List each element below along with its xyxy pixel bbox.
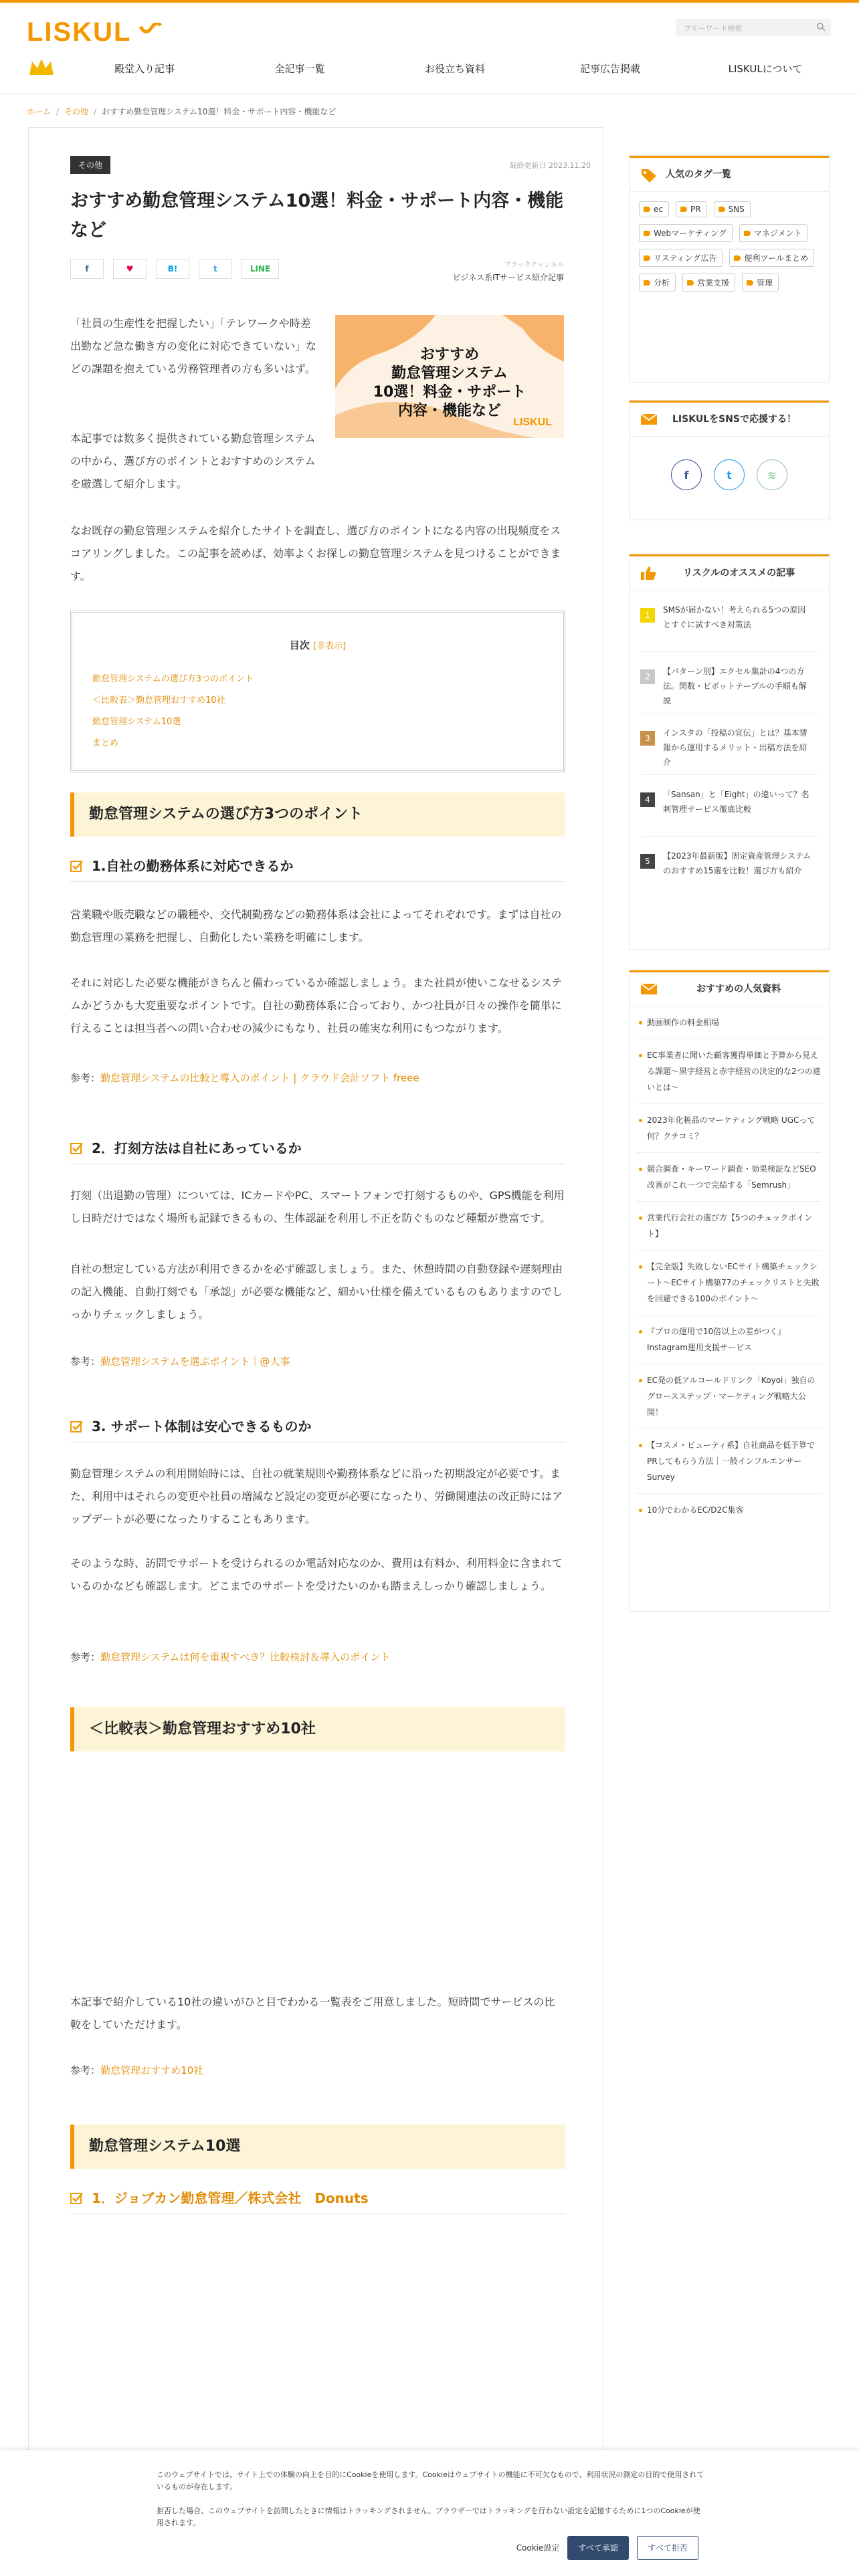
toc-title — [72, 638, 563, 652]
sidebar-recommended-widget — [629, 554, 830, 950]
eyecatch-line-3: 10選！料金・サポート — [373, 384, 527, 401]
check-icon — [70, 2191, 84, 2205]
rank-badge: 5 — [640, 854, 655, 869]
mail-icon — [640, 413, 658, 426]
ranking-item[interactable] — [640, 591, 818, 652]
breadcrumb-current: おすすめ勤怠管理システム10選！料金・サポート内容・機能など — [102, 107, 337, 116]
section-2-paragraph-1: 打刻（出退勤の管理）については、ICカードやPC、スマートフォンで打刻するものや、GPS機能を利用し日時だけではなく場所も記録できるもの、生体認証を利用し不正を防ぐものなど種類が豊富です。 — [70, 1189, 565, 1224]
logo-text: LISKUL — [27, 17, 132, 47]
tag-item[interactable]: 管理 — [742, 274, 779, 292]
check-icon — [70, 1420, 84, 1433]
tag-item[interactable]: リスティング広告 — [639, 249, 723, 267]
breadcrumb: ホーム / その他 / おすすめ勤怠管理システム10選！料金・サポート内容・機能など — [27, 107, 337, 116]
check-icon — [70, 859, 84, 873]
widget-title-text: おすすめの人気資料 — [696, 984, 781, 994]
material-link[interactable]: 2023年化粧品のマーケティング戦略 UGCって何？クチコミ？ — [638, 1104, 821, 1153]
reference-link[interactable]: 勤怠管理おすすめ10社 — [100, 2064, 204, 2076]
comparison-paragraph: 本記事で紹介している10社の違いがひと目でわかる一覧表をご用意しました。短時間でサービスの比較をしていただけます。 — [70, 1996, 555, 2031]
section-1-paragraph-2: それに対応した必要な機能がきちんと備わっているか確認しましょう。また社員が使いこなせるシステムかどうかも大変重要なポイントです。自社の勤務体系に合っており、かつ社員が日々の操作を簡単に行えることは担当者への問い合わせの減少にもなり、社員の確実な利用にもつながります。 — [70, 976, 563, 1035]
tag-item[interactable]: 営業支援 — [682, 274, 735, 292]
subheading-text: 1.自社の勤務体系に対応できるか — [92, 858, 294, 874]
reject-all-button[interactable]: すべて拒否 — [637, 2536, 698, 2560]
tag-item[interactable]: ec — [639, 201, 669, 217]
widget-title — [630, 554, 829, 591]
cookie-text-1: このウェブサイトでは、サイト上での体験の向上を目的にCookieを使用します。Cookieはウェブサイトの機能に不可欠なもので、利用状況の測定の目的で使用されているものが存在します。 — [157, 2470, 704, 2491]
rank-badge: 3 — [640, 731, 655, 746]
tag-icon — [680, 207, 687, 212]
material-link[interactable]: 10分でわかるEC/D2C集客 — [638, 1494, 821, 1526]
breadcrumb-home[interactable]: ホーム — [27, 107, 52, 116]
ref-label: 参考： — [70, 2064, 101, 2076]
check-icon — [70, 1142, 84, 1155]
material-link[interactable]: 【完全版】失敗しないECサイト構築チェックシート〜ECサイト構築77のチェックリストと失敗を回避できる100のポイント〜 — [638, 1251, 821, 1315]
comparison-reference — [70, 2060, 565, 2080]
tag-icon — [644, 207, 650, 212]
widget-title-text: 人気のタグ一覧 — [666, 169, 731, 180]
share-buttons — [70, 259, 279, 279]
section-heading-top10: 勤怠管理システム10選 — [70, 2125, 565, 2169]
section-2-reference — [70, 1352, 565, 1372]
cookie-banner — [0, 2450, 859, 2576]
share-line-button[interactable]: LINE — [242, 259, 279, 279]
tag-item[interactable]: SNS — [714, 201, 751, 217]
widget-title — [630, 970, 829, 1006]
nav-all-articles[interactable]: 全記事一覧 — [274, 63, 325, 75]
tag-icon — [747, 280, 753, 286]
page-title: おすすめ勤怠管理システム10選！料金・サポート内容・機能など — [70, 191, 564, 241]
ranking-item[interactable] — [640, 775, 818, 837]
tag-icon — [644, 255, 650, 261]
intro-paragraph-3: なお既存の勤怠管理システムを紹介したサイトを調査し、選び方のポイントになる内容の出現頻度をスコアリングしました。この記事を読めば、効率よくお探しの勤怠管理システムを見つけることができます。 — [70, 524, 561, 582]
toc-toggle[interactable]: [非表示] — [313, 641, 347, 651]
nav-hall-of-fame[interactable]: 殿堂入り記事 — [114, 63, 175, 75]
reference-link[interactable]: 勤怠管理システムを選ぶポイント｜@人事 — [100, 1356, 290, 1368]
mail-icon — [640, 982, 658, 996]
section-1-paragraph-1: 営業職や販売職などの職種や、交代制勤務などの勤務体系は会社によってそれぞれです。まずは自社の勤怠管理の業務を把握し、自動化したい業務を明確にします。 — [70, 908, 562, 944]
eyecatch-line-2: 勤怠管理システム — [391, 365, 508, 382]
eyecatch-line-1: おすすめ — [419, 346, 480, 363]
material-link[interactable]: 【コスメ・ビューティ系】自社商品を低予算でPRしてもらう方法｜一般インフルエンサーSurvey — [638, 1429, 821, 1494]
twitter-icon[interactable]: t — [714, 459, 745, 490]
rss-icon[interactable]: ≋ — [757, 459, 787, 490]
section-3-paragraph-2: そのような時、訪問でサポートを受けられるのか電話対応なのか、費用は有料か、利用料金に含まれているのかなども確認します。どこまでのサポートを受けたいのかも踏まえしっかり確認しましょう。 — [70, 1557, 563, 1592]
nav-resources[interactable]: お役立ち資料 — [424, 63, 485, 75]
reference-link[interactable]: 勤怠管理システムの比較と導入のポイント | クラウド会計ソフト freee — [100, 1072, 419, 1084]
rank-title[interactable]: 【2023年最新版】固定資産管理システムのおすすめ15選を比較！選び方も紹介 — [663, 851, 812, 875]
facebook-icon[interactable]: f — [671, 459, 702, 490]
material-link[interactable]: EC発の低アルコールドリンク「Koyoi」独自のグロースステップ・マーケティング戦略大公開！ — [638, 1364, 821, 1429]
section-heading-comparison: ＜比較表＞勤怠管理おすすめ10社 — [70, 1707, 565, 1751]
sidebar-sns-widget — [629, 400, 830, 520]
rank-badge: 4 — [640, 792, 655, 807]
tag-icon — [687, 280, 694, 286]
article-container — [28, 127, 603, 2576]
subheading-jobcan — [70, 2186, 565, 2214]
rank-title[interactable]: インスタの「投稿の宣伝」とは？基本情報から運用するメリット・出稿方法を紹介 — [663, 728, 807, 767]
section-2-paragraph-2: 自社の想定している方法が利用できるかを必ず確認しましょう。また、休憩時間の自動登録や遅刻理由の記入機能、自動打刻でも「承認」が必要な機能など、細かい仕様を備えているものもありますのでしっかりチェックしましょう。 — [70, 1263, 563, 1321]
thumbs-up-icon — [640, 565, 656, 581]
rank-badge: 2 — [640, 669, 655, 684]
tag-item[interactable]: PR — [676, 201, 707, 217]
intro-paragraph-2: 本記事では数多く提供されている勤怠管理システムの中から、選び方のポイントとおすすめのシステムを厳選して紹介します。 — [70, 432, 316, 490]
share-twitter-button[interactable]: t — [199, 259, 232, 279]
breadcrumb-category[interactable]: その他 — [64, 107, 89, 116]
share-hatena-button[interactable]: B! — [156, 259, 189, 279]
reference-link[interactable]: 勤怠管理システムは何を重視すべき？比較検討＆導入のポイント — [100, 1651, 391, 1663]
ref-label: 参考： — [70, 1072, 101, 1084]
material-link[interactable]: EC事業者に聞いた顧客獲得単価と予算から見える課題〜黒字経営と赤字経営の決定的な2つの違いとは〜 — [638, 1039, 821, 1104]
tag-icon — [719, 207, 725, 212]
toc-item[interactable]: まとめ — [92, 738, 119, 748]
share-facebook-button[interactable]: f — [70, 259, 104, 279]
main-nav — [67, 59, 843, 79]
nav-ad-posting[interactable]: 記事広告掲載 — [579, 63, 640, 75]
rank-badge: 1 — [640, 608, 655, 623]
cookie-text-2: 拒否した場合、このウェブサイトを訪問したときに情報はトラッキングされません。ブラウザーではトラッキングを行わない設定を記憶するために1つのCookieが使用されます。 — [157, 2506, 700, 2527]
tag-item[interactable]: 分析 — [639, 274, 676, 292]
share-pocket-button[interactable]: ♥ — [113, 259, 147, 279]
toc-item[interactable]: 勤怠管理システム10選 — [92, 717, 181, 727]
widget-title — [630, 156, 829, 192]
toc-item[interactable]: ＜比較表＞勤怠管理おすすめ10社 — [92, 695, 225, 706]
toc-title-text: 目次 — [289, 639, 310, 651]
subheading-text[interactable]: 1．ジョブカン勤怠管理／株式会社 Donuts — [92, 2190, 369, 2206]
toc-item[interactable]: 勤怠管理システムの選び方3つのポイント — [92, 674, 254, 684]
section-3-reference — [70, 1647, 565, 1667]
sidebar-tags-widget — [629, 155, 830, 383]
table-of-contents — [70, 611, 565, 772]
widget-title — [630, 401, 829, 437]
site-header — [0, 0, 859, 94]
tag-item[interactable]: 便利ツールまとめ — [729, 249, 814, 267]
sns-buttons — [630, 459, 829, 490]
section-3-paragraph-1: 勤怠管理システムの利用開始時には、自社の就業規則や勤務体系などに沿った初期設定が必要です。また、利用中はそれらの変更や社員の増減など設定の変更が必要になったり、労働関連法の改正時にはアップデートが必要になったりすることもあります。 — [70, 1467, 563, 1525]
subheading-support — [70, 1414, 565, 1442]
tag-icon — [734, 255, 741, 261]
ref-label: 参考： — [70, 1356, 101, 1368]
popular-materials-list — [638, 1006, 821, 1526]
search-input[interactable] — [676, 19, 831, 36]
ranking-item[interactable] — [640, 652, 818, 714]
search-placeholder: フリーワード検索 — [684, 24, 743, 33]
header-divider — [0, 93, 859, 94]
material-link[interactable]: 競合調査・キーワード調査・効果検証などSEO改善がこれ一つで完結する「Semrush」 — [638, 1153, 821, 1202]
section-1-reference — [70, 1068, 565, 1088]
rank-title[interactable]: 「Sansan」と「Eight」の違いって？名刺管理サービス徹底比較 — [663, 790, 809, 814]
eyecatch-image — [335, 315, 564, 438]
section-heading-selection: 勤怠管理システムの選び方3つのポイント — [70, 792, 565, 837]
tag-icon — [640, 167, 659, 183]
ref-label: 参考： — [70, 1651, 101, 1663]
subheading-text: 2．打刻方法は自社にあっているか — [92, 1140, 302, 1156]
eyecatch-logo: LISKUL — [513, 417, 552, 428]
author-label: ブラックチャンネル — [504, 261, 564, 269]
subheading-text: 3. サポート体制は安心できるものか — [92, 1418, 312, 1434]
author-name[interactable]: ビジネス系ITサービス紹介記事 — [452, 273, 564, 282]
subheading-work-style — [70, 854, 565, 882]
widget-title-text: LISKULをSNSで応援する！ — [672, 414, 796, 425]
ranking-item[interactable] — [640, 837, 818, 898]
sidebar-popular-materials-widget — [629, 970, 830, 1612]
eyecatch-line-4: 内容・機能など — [397, 403, 501, 419]
material-link[interactable]: 動画制作の料金相場 — [638, 1006, 821, 1039]
tag-item[interactable]: Webマーケティング — [639, 224, 733, 242]
subheading-clock-method — [70, 1136, 565, 1164]
crown-icon — [28, 58, 55, 78]
widget-title-text: リスクルのオススメの記事 — [683, 568, 795, 578]
cookie-settings-button[interactable]: Cookie設定 — [516, 2543, 560, 2553]
toc-items — [92, 669, 254, 754]
tag-item[interactable]: マネジメント — [739, 224, 808, 242]
ranking-item[interactable] — [640, 714, 818, 775]
rank-title[interactable]: 【パターン別】エクセル集計の4つの方法。関数・ピボットテーブルの手順も解説 — [663, 667, 807, 706]
search-icon[interactable] — [816, 22, 826, 31]
accept-all-button[interactable]: すべて承認 — [567, 2536, 629, 2560]
eyecatch-title — [335, 346, 564, 421]
intro-paragraph-1: 「社員の生産性を把握したい」「テレワークや時差出勤など急な働き方の変化に対応できていない」などの課題を抱えている労務管理者の方も多いはず。 — [70, 317, 317, 375]
tag-icon — [744, 231, 751, 236]
nav-about[interactable]: LISKULについて — [728, 63, 803, 75]
logo-wave-icon — [139, 23, 162, 36]
rank-title[interactable]: SMSが届かない！考えられる5つの原因とすぐに試すべき対策法 — [663, 605, 806, 629]
site-logo[interactable] — [27, 17, 131, 47]
tag-icon — [644, 280, 650, 286]
author-info — [430, 259, 564, 283]
material-link[interactable]: 『プロの運用で10倍以上の差がつく』Instagram運用支援サービス — [638, 1315, 821, 1364]
category-badge[interactable]: その他 — [70, 156, 110, 174]
tag-list — [630, 192, 829, 292]
updated-date: 最終更新日 2023.11.20 — [509, 161, 591, 170]
tag-icon — [644, 231, 650, 236]
material-link[interactable]: 営業代行会社の選び方【5つのチェックポイント】 — [638, 1202, 821, 1251]
